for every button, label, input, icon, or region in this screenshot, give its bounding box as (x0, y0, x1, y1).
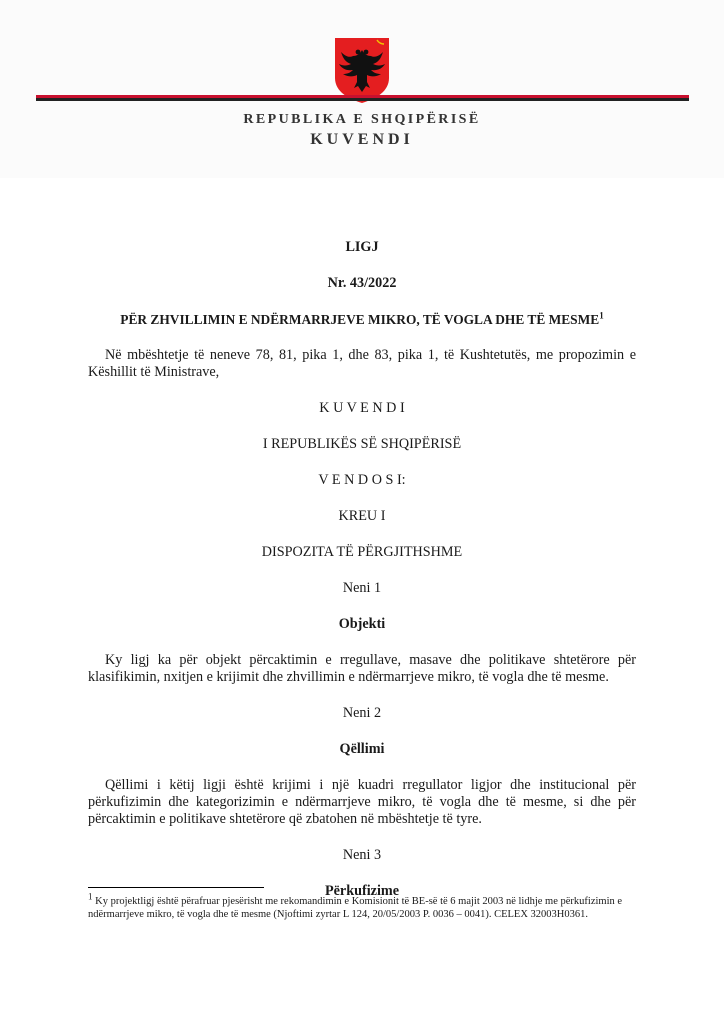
article-text: Ky ligj ka për objekt përcaktimin e rregullave, masave dhe politikave shtetërore për klasifikimin, nxitjen e krijimit dhe zhvillimin e ndërmarrjeve mikro, të vogla dhe të mesme. (88, 652, 636, 685)
decides: V E N D O S I: (318, 472, 406, 488)
header-rule-black (36, 98, 689, 101)
article-number: Neni 2 (342, 705, 382, 721)
article-text: Qëllimi i këtij ligji është krijimi i një kuadri rregullator ligjor dhe institucional për përkufizimin dhe kategorizimin e ndërmarrjeve mikro, të vogla dhe të mesme, si dhe për përcaktimin e politikave shtetërore që zbatohen në mbështetje të tyre. (88, 777, 636, 827)
chapter-title: DISPOZITA TË PËRGJITHSHME (261, 544, 463, 560)
footnote-text: Ky projektligj është përafruar pjesërisht me rekomandimin e Komisionit të BE-së të 6 majit 2003 në lidhje me përkufizimin e ndërmarrjeve mikro, të vogla dhe të mesme (Njoftimi zyrtar L 124, 20/05/2003 P. 0036 – 0041). CELEX 32003H0361. (88, 896, 623, 920)
footnote-reference[interactable]: 1 (599, 310, 604, 321)
law-title-text: PËR ZHVILLIMIN E NDËRMARRJEVE MIKRO, TË VOGLA DHE TË MESME (120, 312, 600, 327)
chapter-number: KREU I (338, 508, 386, 524)
article-title: Qëllimi (339, 741, 385, 757)
assembly-title: KUVENDI (310, 131, 414, 148)
law-title (88, 311, 636, 328)
footnote-divider (88, 887, 264, 888)
enacting-body-1: K U V E N D I (319, 400, 405, 416)
article-number: Neni 1 (342, 580, 382, 596)
article-number: Neni 3 (342, 847, 382, 863)
enacting-body-2: I REPUBLIKËS SË SHQIPËRISË (262, 436, 462, 452)
republic-title: REPUBLIKA E SHQIPËRISË (243, 112, 481, 127)
article-title: Objekti (338, 616, 386, 632)
footnote-mark: 1 (88, 891, 93, 902)
albanian-eagle-emblem-icon (333, 36, 391, 104)
law-type: LIGJ (345, 239, 379, 255)
article-title: Përkufizime (324, 883, 400, 899)
preamble: Në mbështetje të neneve 78, 81, pika 1, dhe 83, pika 1, të Kushtetutës, me propozimin e Këshillit të Ministrave, (88, 347, 636, 380)
law-number: Nr. 43/2022 (327, 275, 397, 291)
law-body (88, 239, 636, 900)
